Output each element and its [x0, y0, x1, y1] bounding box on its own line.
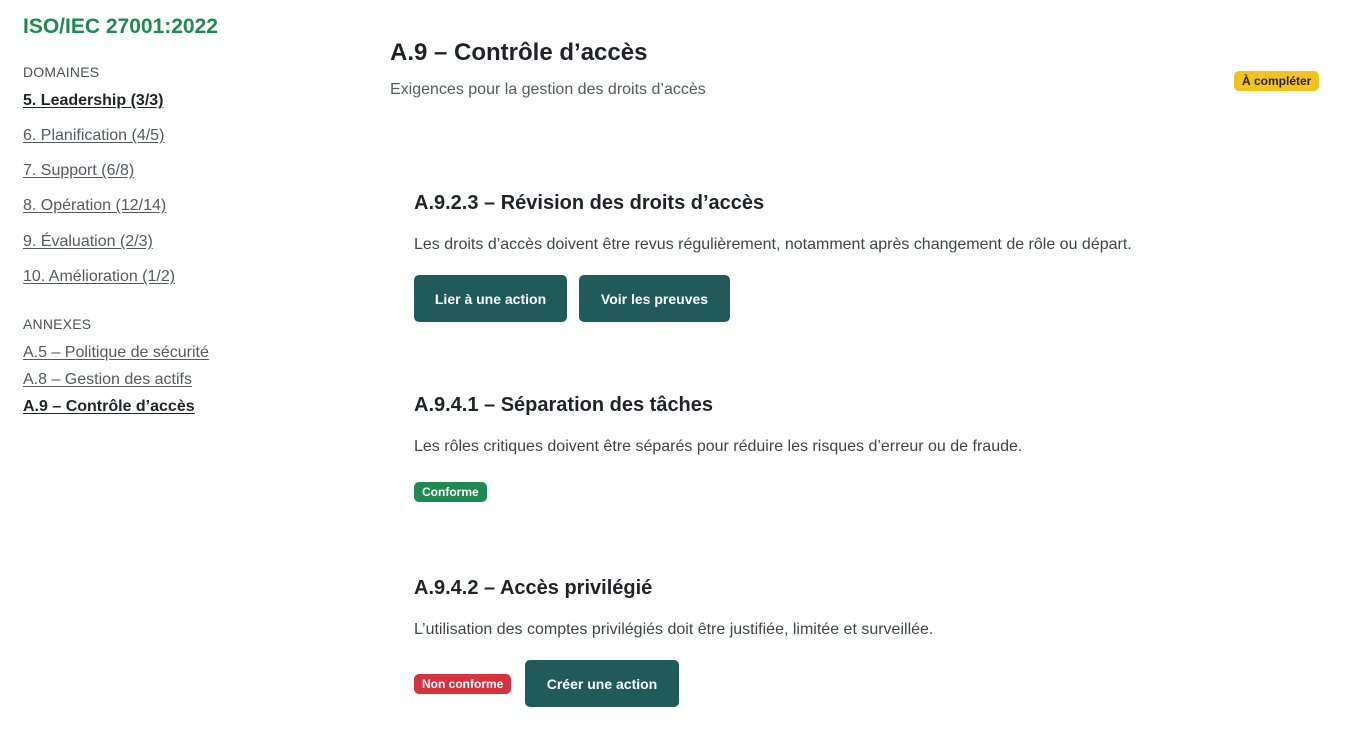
control-title: A.9.4.2 – Accès privilégié — [414, 577, 653, 599]
sidebar-item-leadership[interactable]: 5. Leadership (3/3) — [23, 92, 164, 109]
create-action-button[interactable]: Créer une action — [525, 660, 679, 707]
sidebar-item-evaluation[interactable]: 9. Évaluation (2/3) — [23, 233, 153, 250]
sidebar-item-a8[interactable]: A.8 – Gestion des actifs — [23, 371, 192, 388]
status-badge: À compléter — [1234, 71, 1319, 91]
non-compliant-badge: Non conforme — [414, 674, 511, 694]
domains-section-label: DOMAINES — [23, 64, 100, 80]
control-title: A.9.2.3 – Révision des droits d’accès — [414, 192, 765, 214]
control-description: Les rôles critiques doivent être séparés pour réduire les risques d’erreur ou de fraude. — [414, 438, 1023, 455]
sidebar-item-support[interactable]: 7. Support (6/8) — [23, 162, 135, 179]
page-subtitle: Exigences pour la gestion des droits d’accès — [390, 81, 706, 98]
sidebar-item-amelioration[interactable]: 10. Amélioration (1/2) — [23, 268, 176, 285]
control-description: Les droits d’accès doivent être revus régulièrement, notamment après changement de rôle ou départ. — [414, 236, 1132, 253]
page-title: A.9 – Contrôle d’accès — [390, 39, 648, 66]
control-title: A.9.4.1 – Séparation des tâches — [414, 394, 714, 416]
view-evidence-button[interactable]: Voir les preuves — [579, 275, 730, 322]
sidebar-item-a9[interactable]: A.9 – Contrôle d’accès — [23, 398, 195, 415]
sidebar-item-a5[interactable]: A.5 – Politique de sécurité — [23, 344, 209, 361]
annexes-section-label: ANNEXES — [23, 316, 92, 332]
compliant-badge: Conforme — [414, 482, 487, 502]
sidebar-item-planification[interactable]: 6. Planification (4/5) — [23, 127, 165, 144]
link-action-button[interactable]: Lier à une action — [414, 275, 567, 322]
brand-title: ISO/IEC 27001:2022 — [23, 15, 218, 38]
control-description: L’utilisation des comptes privilégiés doit être justifiée, limitée et surveillée. — [414, 621, 934, 638]
sidebar-item-operation[interactable]: 8. Opération (12/14) — [23, 197, 167, 214]
